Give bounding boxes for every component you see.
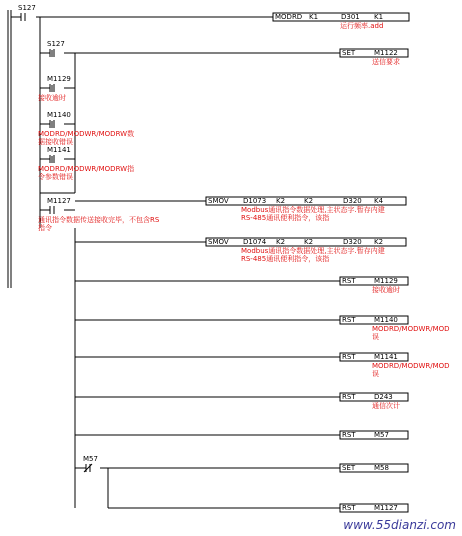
contact-label: M57: [83, 455, 98, 463]
instruction-operand: D320: [343, 197, 362, 205]
contact-m1127[interactable]: [50, 206, 54, 214]
instruction-operand: D1073: [243, 197, 267, 205]
instruction-comment: 接收逾时: [372, 286, 400, 294]
watermark: www.55dianzi.com: [343, 518, 456, 532]
instruction-comment: 通信次计: [372, 402, 400, 410]
contact-label: M1140: [47, 111, 71, 119]
contact-s127[interactable]: [21, 13, 25, 21]
instruction-operand: K2: [276, 197, 286, 205]
instruction-operand: K1: [374, 13, 384, 21]
instruction-op: RST: [342, 316, 356, 324]
instruction-operand: M1127: [374, 504, 398, 512]
instruction-op: RST: [342, 431, 356, 439]
instruction-operand: K4: [374, 197, 384, 205]
instruction-op: SET: [342, 49, 356, 57]
contact-m1141[interactable]: [50, 155, 54, 163]
instruction-op: SMOV: [208, 238, 229, 246]
instruction-operand: K1: [309, 13, 319, 21]
instruction-operand: D243: [374, 393, 393, 401]
instruction-op: SMOV: [208, 197, 229, 205]
instruction-operand: K2: [374, 238, 384, 246]
instruction-operand: M58: [374, 464, 389, 472]
instruction-operand: K2: [304, 238, 314, 246]
instruction-operand: D301: [341, 13, 360, 21]
contact-comment: MODRD/MODWR/MODRW指令参数错误: [38, 165, 135, 181]
contact-label: M1141: [47, 146, 71, 154]
contact-m1140[interactable]: [50, 120, 54, 128]
contact-comment: 通讯指令数据传送接收完毕，不包含RS指令: [38, 216, 160, 232]
instruction-comment: 送信要求: [372, 58, 400, 66]
contact-comment: MODRD/MODWR/MODRW数据接收错误: [38, 130, 135, 146]
instruction-operand: M1140: [374, 316, 398, 324]
instruction-comment: Modbus通讯指令数据处理,主状态字.暂存内建RS-485通讯便利指令，该指: [241, 247, 385, 263]
power-rail-lines: [8, 10, 108, 508]
instruction-operand: M57: [374, 431, 389, 439]
contact-label: M1129: [47, 75, 71, 83]
instruction-operand: M1129: [374, 277, 398, 285]
instruction-op: RST: [342, 353, 356, 361]
instruction-operand: K2: [276, 238, 286, 246]
instruction-comment: MODRD/MODWR/MOD误: [372, 362, 450, 378]
instruction-operand: D1074: [243, 238, 267, 246]
instruction-op: RST: [342, 277, 356, 285]
instruction-comment: MODRD/MODWR/MOD误: [372, 325, 450, 341]
instruction-op: RST: [342, 393, 356, 401]
instruction-op: RST: [342, 504, 356, 512]
instruction-comment: 运行频率.add: [340, 22, 384, 30]
contact-label: S127: [18, 4, 36, 12]
contact-label: S127: [47, 40, 65, 48]
instruction-operand: M1141: [374, 353, 398, 361]
instruction-operand: K2: [304, 197, 314, 205]
instruction-comment: Modbus通讯指令数据处理,主状态字.暂存内建RS-485通讯便利指令，该指: [241, 206, 385, 222]
instruction-op: SET: [342, 464, 356, 472]
contact-s127[interactable]: [50, 49, 54, 57]
instruction-op: MODRD: [275, 13, 303, 21]
contact-label: M1127: [47, 197, 71, 205]
instruction-operand: M1122: [374, 49, 398, 57]
contact-m1129[interactable]: [50, 84, 54, 92]
contact-comment: 接收逾时: [38, 94, 66, 102]
instruction-operand: D320: [343, 238, 362, 246]
